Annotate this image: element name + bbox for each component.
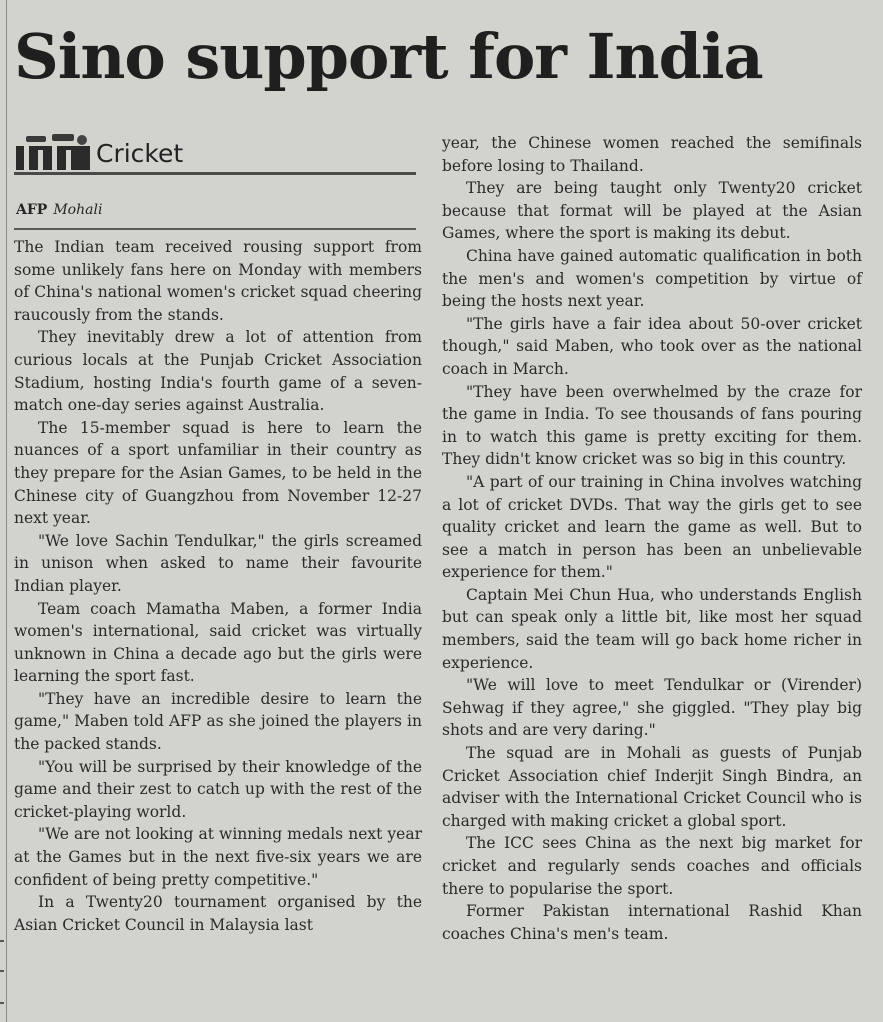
paragraph: "The girls have a fair idea about 50-over cricket though," said Maben, who took over as the national coach in March. xyxy=(442,314,862,378)
paragraph: In a Twenty20 tournament organised by the Asian Cricket Council in Malaysia last xyxy=(14,893,422,934)
paragraph: The Indian team received rousing support from some unlikely fans here on Monday with members of China's national women's cricket squad cheering raucously from the stands. xyxy=(14,238,422,324)
cricket-stumps-icon xyxy=(14,132,92,174)
paragraph: "They have an incredible desire to learn the game," Maben told AFP as she joined the players in the packed stands. xyxy=(14,689,422,754)
paragraph: "They have been overwhelmed by the craze for the game in India. To see thousands of fans pouring in to watch this game is pretty exciting for them. They didn't know cricket was so big in this country. xyxy=(442,382,862,469)
byline-rule xyxy=(14,228,416,230)
byline-agency: AFP xyxy=(16,202,48,218)
paragraph: Captain Mei Chun Hua, who understands English but can speak only a little bit, like most her squad members, said the team will go back home richer in experience. xyxy=(442,585,862,672)
paragraph: Former Pakistan international Rashid Khan coaches China's men's team. xyxy=(442,902,862,943)
paragraph: The squad are in Mohali as guests of Punjab Cricket Association chief Inderjit Singh Bindra, an adviser with the International Cricket Council who is charged with making cricket a global sport. xyxy=(442,744,862,830)
section-label: Cricket xyxy=(96,139,184,168)
column-rule xyxy=(6,0,7,1022)
article-column-right xyxy=(442,132,862,945)
paragraph: "We love Sachin Tendulkar," the girls screamed in unison when asked to name their favourite Indian player. xyxy=(14,531,422,595)
paragraph: "We are not looking at winning medals next year at the Games but in the next five-six years we are confident of being pretty competitive." xyxy=(14,825,422,889)
paragraph: "You will be surprised by their knowledge of the game and their zest to catch up with the rest of the cricket-playing world. xyxy=(14,757,422,821)
article-column-left xyxy=(14,236,422,936)
paragraph: The ICC sees China as the next big market for cricket and regularly sends coaches and officials there to popularise the sport. xyxy=(442,834,862,898)
paragraph: Team coach Mamatha Maben, a former India women's international, said cricket was virtually unknown in China a decade ago but the girls were learning the sport fast. xyxy=(14,599,422,686)
headline: Sino support for India xyxy=(14,20,763,93)
paragraph: "A part of our training in China involves watching a lot of cricket DVDs. That way the girls get to see quality cricket and learn the game as well. But to see a match in person has been an unbelievable experience for them." xyxy=(442,472,862,582)
paragraph: They inevitably drew a lot of attention from curious locals at the Punjab Cricket Association Stadium, hosting India's fourth game of a seven-match one-day series against Australia. xyxy=(14,328,422,415)
byline xyxy=(16,198,102,222)
paragraph: "We will love to meet Tendulkar or (Virender) Sehwag if they agree," she giggled. "They play big shots and are very daring." xyxy=(442,676,862,740)
margin-marks xyxy=(0,930,10,1020)
paragraph: China have gained automatic qualification in both the men's and women's competition by virtue of being the hosts next year. xyxy=(442,246,862,311)
section-rule xyxy=(14,172,416,175)
paragraph: year, the Chinese women reached the semifinals before losing to Thailand. xyxy=(442,134,862,175)
byline-place: Mohali xyxy=(53,202,103,218)
section-header xyxy=(14,132,416,178)
paragraph: The 15-member squad is here to learn the nuances of a sport unfamiliar in their country as they prepare for the Asian Games, to be held in the Chinese city of Guangzhou from November 12-27 next year. xyxy=(14,418,422,528)
paragraph: They are being taught only Twenty20 cricket because that format will be played at the Asian Games, where the sport is making its debut. xyxy=(442,179,862,243)
